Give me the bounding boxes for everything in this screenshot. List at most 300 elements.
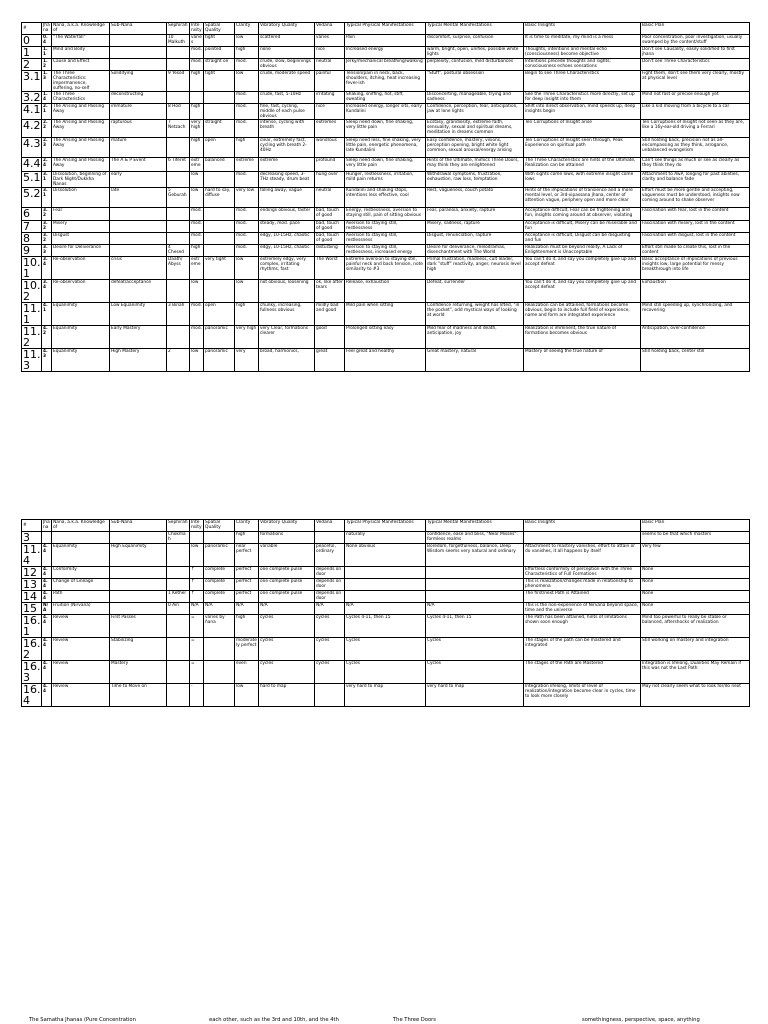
cell-intensity: mod. bbox=[190, 59, 204, 71]
table-row bbox=[22, 208, 750, 221]
cell-sephirah: 5 Geburah bbox=[167, 188, 190, 208]
cell-vedana: irritating bbox=[315, 92, 345, 104]
cell-jhana: 4.4 bbox=[42, 591, 52, 603]
cell-clarity: perfect bbox=[235, 591, 259, 603]
cell-basic-plan: None bbox=[641, 567, 750, 579]
cell-basic-plan: Don't see Three Characteristics bbox=[641, 59, 750, 71]
cell-vedana bbox=[315, 532, 345, 544]
footer-three-doors: The Three Doors bbox=[393, 1017, 436, 1023]
cell-basic-insights: You can't do it, and say you completely give up and accept defeat bbox=[524, 257, 641, 280]
table-row bbox=[22, 579, 750, 591]
cell-basic-insights: The first/next Path is Attained bbox=[524, 591, 641, 603]
cell-stage-number: 4.1 bbox=[22, 104, 42, 120]
cell-basic-insights bbox=[524, 532, 641, 544]
cell-sub-nana: Low Equanimity bbox=[110, 303, 167, 326]
cell-physical-manifestations: Extreme aversion to staying still, painful neck and back tension, note similarity to #3 bbox=[345, 257, 426, 280]
cell-intensity: very high bbox=[190, 120, 204, 138]
page-footer bbox=[0, 1016, 768, 1024]
cell-intensity: mod. bbox=[190, 233, 204, 245]
cell-clarity: extreme bbox=[235, 158, 259, 172]
cell-intensity: extreme bbox=[190, 257, 204, 280]
cell-nana: Equanimity bbox=[52, 326, 110, 349]
cell-stage-number: 2 bbox=[22, 59, 42, 71]
cell-basic-insights: You can't do it, and say you completely give up and accept defeat bbox=[524, 280, 641, 303]
cell-sub-nana: Time to Move on bbox=[110, 684, 167, 707]
cell-intensity: = bbox=[190, 638, 204, 661]
cell-sub-nana: early bbox=[110, 172, 167, 188]
header-vibratory-quality: Vibratory Quality bbox=[259, 23, 315, 35]
cell-spatial-quality bbox=[204, 245, 235, 257]
cell-spatial-quality: N/A bbox=[204, 603, 235, 615]
cell-jhana: 1.1 bbox=[42, 47, 52, 59]
cell-vibratory-quality: fine, fast, cycling, middle of each pulse obvious bbox=[259, 104, 315, 120]
cell-nana: Change of Lineage bbox=[52, 579, 110, 591]
cell-stage-number: 10.1 bbox=[23, 256, 41, 280]
table-row bbox=[22, 92, 750, 104]
cell-jhana bbox=[42, 532, 52, 544]
cell-sephirah bbox=[167, 326, 190, 349]
cell-vedana: neutral bbox=[315, 59, 345, 71]
cell-mental-manifestations: confidence, ease and bliss, "Near Misses": formless realms bbox=[426, 532, 524, 544]
cell-stage-number: 0 bbox=[22, 35, 42, 47]
cell-vedana: depends on door bbox=[315, 591, 345, 603]
cell-physical-manifestations: Feel great and healthy bbox=[345, 349, 426, 372]
header-sub-nana: Sub-Ñana bbox=[110, 520, 167, 532]
cell-sephirah: 6 Tiferet bbox=[167, 158, 190, 172]
cell-nana: The Arising and Passing Away bbox=[52, 138, 110, 158]
cell-sub-nana: Stabilizing bbox=[110, 638, 167, 661]
cell-spatial-quality: straight bbox=[204, 120, 235, 138]
cell-basic-plan: Can't see things as much or see as clearly as they think they do bbox=[641, 158, 750, 172]
cell-nana: Dissolution bbox=[52, 188, 110, 208]
cell-vibratory-quality: crude, moderate speed bbox=[259, 71, 315, 92]
cell-physical-manifestations: Mild pain when sitting bbox=[345, 303, 426, 326]
cell-clarity: mod. bbox=[235, 245, 259, 257]
cell-mental-manifestations: Boredom, forgetfulness, balance, Deep Wisdom seems very natural and ordinary bbox=[426, 544, 524, 567]
header-vibratory-quality: Vibratory Quality bbox=[259, 520, 315, 532]
cell-intensity: low bbox=[190, 188, 204, 208]
cell-mental-manifestations: Cycles bbox=[426, 661, 524, 684]
cell-vedana: painful bbox=[315, 71, 345, 92]
cell-vedana: nice bbox=[315, 47, 345, 59]
cell-jhana: 3.4 bbox=[42, 280, 52, 303]
cell-intensity: high bbox=[190, 245, 204, 257]
cell-sephirah bbox=[167, 661, 190, 684]
cell-mental-manifestations: Rest, vagueness, couch potato bbox=[426, 188, 524, 208]
cell-basic-plan: Don't see Causality, easily solidified to first jhana bbox=[641, 47, 750, 59]
cell-vedana: depends on door bbox=[315, 567, 345, 579]
cell-vibratory-quality: edgy, 10-15Hz, chaotic bbox=[259, 245, 315, 257]
table-row bbox=[22, 233, 750, 245]
cell-physical-manifestations: Tension/pain in neck, back, shoulders, itching, heat increasing fever-ish bbox=[345, 71, 426, 92]
cell-vedana: extremes bbox=[315, 120, 345, 138]
cell-spatial-quality bbox=[204, 92, 235, 104]
cell-stage-number: 4.2 bbox=[22, 120, 42, 138]
cell-sub-nana bbox=[110, 532, 167, 544]
cell-vedana: N/A bbox=[315, 603, 345, 615]
table-row bbox=[22, 120, 750, 138]
cell-mental-manifestations: N/A bbox=[426, 603, 524, 615]
cell-sephirah bbox=[167, 47, 190, 59]
cell-physical-manifestations: Cycles bbox=[345, 661, 426, 684]
cell-clarity: low bbox=[235, 35, 259, 47]
cell-nana bbox=[52, 532, 110, 544]
cell-sephirah: 4 Chesed bbox=[167, 245, 190, 257]
cell-physical-manifestations: Pain bbox=[345, 35, 426, 47]
cell-nana: Review bbox=[52, 638, 110, 661]
header-jhana: Jhana bbox=[43, 520, 50, 530]
cell-vedana: wondrous bbox=[315, 138, 345, 158]
cell-vibratory-quality: endings obvious, faster bbox=[259, 208, 315, 221]
cell-sephirah bbox=[167, 638, 190, 661]
cell-clarity: low bbox=[235, 257, 259, 280]
cell-nana: Fruition (Nirvana) bbox=[52, 603, 110, 615]
cell-basic-insights: The Three Characteristics are hints of the Ultimate, Realization can be attained bbox=[524, 158, 641, 172]
header-clarity: Clarity bbox=[235, 23, 259, 35]
cell-intensity: = bbox=[190, 615, 204, 638]
table-row bbox=[22, 71, 750, 92]
cell-spatial-quality bbox=[204, 233, 235, 245]
cell-basic-insights: Mastery of seeing the true nature of bbox=[524, 349, 641, 372]
cell-vedana: peaceful, ordinary bbox=[315, 544, 345, 567]
cell-basic-insights: Ten Corruptions of Insight seen through, Peak Experience on spiritual path bbox=[524, 138, 641, 158]
table-body-part2 bbox=[22, 520, 750, 707]
cell-vibratory-quality: crude, fast, 5-10Hz bbox=[259, 92, 315, 104]
cell-jhana: 2.3 bbox=[42, 138, 52, 158]
cell-mental-manifestations: perplexity, confusion, mild disturbances bbox=[426, 59, 524, 71]
header-jhana: Jhana bbox=[43, 23, 50, 33]
cell-basic-plan: May not clearly seem what to look for/do next bbox=[641, 684, 750, 707]
cell-basic-insights: This is the non-experience of Nirvana beyond space, time and the universe bbox=[524, 603, 641, 615]
cell-basic-plan: Exhaustion bbox=[641, 280, 750, 303]
cell-physical-manifestations: Kundalini and shaking stops, intentions less effective, cool bbox=[345, 188, 426, 208]
cell-sephirah bbox=[167, 138, 190, 158]
cell-stage-number: 11.3 bbox=[23, 348, 41, 372]
table-row bbox=[22, 280, 750, 303]
table-row bbox=[22, 603, 750, 615]
cell-vibratory-quality: not obvious, loosening bbox=[259, 280, 315, 303]
cell-mental-manifestations: Withdrawal symptoms, frustration, exhaustion, raw loss, temptation bbox=[426, 172, 524, 188]
cell-mental-manifestations: Misery, sadness, rapture bbox=[426, 221, 524, 233]
cell-vibratory-quality: clear, extremely fast, cycling with breath 2-40Hz bbox=[259, 138, 315, 158]
cell-sephirah bbox=[167, 172, 190, 188]
cell-vibratory-quality: formations bbox=[259, 532, 315, 544]
table-row bbox=[22, 35, 750, 47]
cell-vedana: mildly bad and good bbox=[315, 303, 345, 326]
progress-of-insight-table-part1 bbox=[21, 22, 750, 372]
cell-sub-nana bbox=[110, 591, 167, 603]
cell-basic-plan: Fascination with misery, lost in the content bbox=[641, 221, 750, 233]
cell-sephirah: 0 Ain bbox=[167, 603, 190, 615]
cell-basic-plan: Poor concentration, poor investigation, usually swamped by the content/stuff bbox=[641, 35, 750, 47]
cell-sephirah bbox=[167, 92, 190, 104]
cell-basic-insights: The stages of the path can be mastered and integrated bbox=[524, 638, 641, 661]
cell-clarity: low bbox=[235, 71, 259, 92]
cell-basic-plan: Basic acceptance of implications of previous insights low, large potential for messy breakthrough into life bbox=[641, 257, 750, 280]
cell-clarity: near perfect bbox=[235, 544, 259, 567]
cell-nana: Review bbox=[52, 615, 110, 638]
cell-basic-plan: Ten Corruptions of Insight not seen as they are, like a 16y-ear-old driving a Ferrari bbox=[641, 120, 750, 138]
cell-vibratory-quality: hard to map bbox=[259, 684, 315, 707]
cell-mental-manifestations: Desire for deliverance, melodramas, disenchantment with The World bbox=[426, 245, 524, 257]
cell-spatial-quality: hard to say, diffuse bbox=[204, 188, 235, 208]
header-nana: Ñana, a.k.a. Knowledge of bbox=[52, 23, 110, 35]
cell-basic-plan: Fight them, don't see them very clearly, mostly at physical level bbox=[641, 71, 750, 92]
cell-intensity bbox=[190, 92, 204, 104]
cell-sub-nana: The A & P Event bbox=[110, 158, 167, 172]
cell-jhana: 4.4 bbox=[42, 638, 52, 661]
cell-vedana: profound bbox=[315, 158, 345, 172]
cell-nana: Dissolution, beginning of Dark Night/Dukkha Ñanas bbox=[52, 172, 110, 188]
cell-physical-manifestations bbox=[345, 567, 426, 579]
cell-nana: Equanimity bbox=[52, 303, 110, 326]
cell-basic-insights: Hints of the implications of transience and a more mental level, or 3rd-vipassana jhana, center of attention vague, periphery open and more clear bbox=[524, 188, 641, 208]
cell-nana: Re-observation bbox=[52, 280, 110, 303]
cell-vedana: disturbing bbox=[315, 245, 345, 257]
progress-of-insight-table-part2 bbox=[21, 519, 750, 707]
cell-mental-manifestations: Defeat, surrender bbox=[426, 280, 524, 303]
cell-spatial-quality bbox=[204, 208, 235, 221]
cell-vibratory-quality: edgy, 10-15Hz, chaotic bbox=[259, 233, 315, 245]
footer-samatha-jhanas: The Samatha Jhanas (Pure Concentration bbox=[29, 1017, 136, 1023]
cell-vibratory-quality: one complete pulse bbox=[259, 579, 315, 591]
header-mental-manifestations: Typical Mental Manifestations bbox=[426, 23, 524, 35]
cell-nana: The Arising and Passing Away bbox=[52, 104, 110, 120]
cell-stage-number: 7 bbox=[22, 221, 42, 233]
cell-sub-nana: Mastery bbox=[110, 661, 167, 684]
cell-jhana: 4.3 bbox=[42, 349, 52, 372]
cell-sephirah bbox=[167, 579, 190, 591]
cell-basic-plan: Fascination with disgust, lost in the content bbox=[641, 233, 750, 245]
cell-sub-nana bbox=[110, 35, 167, 47]
header-intensity: Intensity bbox=[191, 23, 202, 33]
table-row bbox=[22, 172, 750, 188]
cell-intensity: high bbox=[190, 138, 204, 158]
cell-vedana: ok, like after tears bbox=[315, 280, 345, 303]
header-sub-nana: Sub-Ñana bbox=[110, 23, 167, 35]
cell-sub-nana bbox=[110, 603, 167, 615]
cell-basic-plan: None bbox=[641, 591, 750, 603]
cell-sephirah: 1 Kether bbox=[167, 591, 190, 603]
cell-intensity: - bbox=[190, 684, 204, 707]
header-sephirah: Sephirah bbox=[167, 23, 190, 35]
cell-basic-plan: Like a kid moving from a bicycle to a car bbox=[641, 104, 750, 120]
cell-basic-insights: With sights come lows, with extreme insight come lows bbox=[524, 172, 641, 188]
cell-jhana: 3.4 bbox=[42, 257, 52, 280]
cell-clarity: low bbox=[235, 280, 259, 303]
cell-stage-number: 4.3 bbox=[22, 138, 42, 158]
cell-basic-insights: Shift into direct observation, mind speeds up, deep insights begin bbox=[524, 104, 641, 120]
cell-jhana: 3.2 bbox=[42, 208, 52, 221]
cell-jhana: 1.2 bbox=[42, 59, 52, 71]
cell-sub-nana: High Equanimity bbox=[110, 544, 167, 567]
cell-nana: Review bbox=[52, 661, 110, 684]
cell-jhana: 3.2 bbox=[42, 233, 52, 245]
cell-sub-nana: Solidifying bbox=[110, 71, 167, 92]
cell-jhana: 1.4 bbox=[42, 92, 52, 104]
cell-stage-number: 9 bbox=[22, 245, 42, 257]
cell-vedana: great bbox=[315, 349, 345, 372]
cell-vedana bbox=[315, 684, 345, 707]
cell-intensity: = bbox=[190, 661, 204, 684]
cell-mental-manifestations: Easy confidence, mastery, visions, perception opening, bright white light common, sexual arousal/energy arising bbox=[426, 138, 524, 158]
cell-sephirah bbox=[167, 684, 190, 707]
cell-intensity: low bbox=[190, 544, 204, 567]
cell-sephirah bbox=[167, 567, 190, 579]
cell-basic-plan: Effort must be more gentle and accepting, vagueness must be understood, insights now coming around to shake observer bbox=[641, 188, 750, 208]
cell-vedana: bad, touch of good bbox=[315, 233, 345, 245]
header-row bbox=[22, 23, 750, 35]
cell-jhana: 2.2 bbox=[42, 120, 52, 138]
cell-nana: The Three Characteristics bbox=[52, 92, 110, 104]
cell-physical-manifestations: Prolonged sitting easy bbox=[345, 326, 426, 349]
cell-basic-plan: seems to be that which masters bbox=[641, 532, 750, 544]
cell-basic-insights: Acceptance is difficult, Misery can be miserable and fun bbox=[524, 221, 641, 233]
cell-jhana: 4.4 bbox=[42, 661, 52, 684]
cell-basic-plan: None bbox=[641, 603, 750, 615]
cell-sub-nana: late bbox=[110, 188, 167, 208]
cell-basic-plan: Still holding back, precision not as all-encompassing as they think, arrogance, unbalanced evangelism bbox=[641, 138, 750, 158]
header-clarity: Clarity bbox=[235, 520, 259, 532]
cell-sephirah: 10 Malkuth bbox=[167, 35, 190, 47]
cell-basic-insights: Ten Corruptions of Insight arise bbox=[524, 120, 641, 138]
cell-jhana: 2.4 bbox=[42, 158, 52, 172]
cell-basic-plan: Mind still speeding up, synchronizing, and recovering bbox=[641, 303, 750, 326]
cell-clarity: high bbox=[235, 532, 259, 544]
cell-jhana: 4.4 bbox=[42, 615, 52, 638]
cell-mental-manifestations: warm, bright, open, unifies, possible white lights bbox=[426, 47, 524, 59]
cell-intensity: low bbox=[190, 280, 204, 303]
cell-basic-insights: Acceptance is difficult, Disgust can be disgusting and fun bbox=[524, 233, 641, 245]
cell-vibratory-quality: one complete pulse bbox=[259, 591, 315, 603]
cell-sub-nana bbox=[110, 233, 167, 245]
cell-basic-insights: This is realization/changes made in relationship to phenomena bbox=[524, 579, 641, 591]
cell-sephirah: Daath/ Abyss bbox=[167, 257, 190, 280]
cell-intensity: mod. bbox=[190, 47, 204, 59]
cell-physical-manifestations: Cycles 4-11, then 15 bbox=[345, 615, 426, 638]
cell-stage-number: 8 bbox=[22, 233, 42, 245]
cell-jhana: 3.1 bbox=[42, 172, 52, 188]
cell-mental-manifestations: very hard to map bbox=[426, 684, 524, 707]
cell-basic-insights: Intentions precede thoughts and sights; consciousness echoes sensations bbox=[524, 59, 641, 71]
cell-basic-insights: Effortless conformity of perception with the Three Characteristics of Full Formations bbox=[524, 567, 641, 579]
cell-jhana: 4.4 bbox=[42, 544, 52, 567]
cell-vibratory-quality: steady, mod. pace bbox=[259, 221, 315, 233]
cell-stage-number: 13 bbox=[22, 579, 42, 591]
cell-spatial-quality: panoramic bbox=[204, 349, 235, 372]
table-row bbox=[22, 638, 750, 661]
cell-mental-manifestations: Cycles 4-11, then 15 bbox=[426, 615, 524, 638]
cell-intensity: mod. bbox=[190, 208, 204, 221]
cell-mental-manifestations bbox=[426, 567, 524, 579]
cell-nana: "The Waterfall" bbox=[52, 35, 110, 47]
cell-nana: Cause and Effect bbox=[52, 59, 110, 71]
cell-mental-manifestations: discomfort, surprise, confusion bbox=[426, 35, 524, 47]
cell-jhana: 3.3 bbox=[42, 245, 52, 257]
table-row bbox=[22, 104, 750, 120]
cell-clarity: high bbox=[235, 47, 259, 59]
table-row bbox=[22, 47, 750, 59]
cell-mental-manifestations: Disgust, renunciation, rapture bbox=[426, 233, 524, 245]
cell-physical-manifestations bbox=[345, 579, 426, 591]
cell-spatial-quality: complete bbox=[204, 579, 235, 591]
cell-mental-manifestations: Mild fear of madness and death, anticipation, joy bbox=[426, 326, 524, 349]
cell-intensity: mod. bbox=[190, 303, 204, 326]
cell-sephirah: 3 Binah bbox=[167, 303, 190, 326]
cell-vibratory-quality: chunky, increasing, fullness obvious bbox=[259, 303, 315, 326]
header-mental-manifestations: Typical Mental Manifestations bbox=[426, 520, 524, 532]
cell-vedana: cycles bbox=[315, 661, 345, 684]
table-row bbox=[22, 326, 750, 349]
cell-physical-manifestations: Hunger, restlessness, irritation, mild pain returns bbox=[345, 172, 426, 188]
cell-clarity: mod. bbox=[235, 120, 259, 138]
cell-jhana: 4.4 bbox=[42, 567, 52, 579]
table-row bbox=[22, 221, 750, 233]
cell-vedana: neutral bbox=[315, 188, 345, 208]
header-basic-plan: Basic Plan bbox=[641, 520, 750, 532]
cell-nana: Disgust bbox=[52, 233, 110, 245]
cell-nana: Fear bbox=[52, 208, 110, 221]
cell-mental-manifestations: "Stuff", postural obsession bbox=[426, 71, 524, 92]
cell-vibratory-quality: scattered bbox=[259, 35, 315, 47]
cell-nana: Review bbox=[52, 684, 110, 707]
header-stage-number: # bbox=[22, 23, 42, 35]
cell-jhana: 3.2 bbox=[42, 221, 52, 233]
cell-stage-number: 10.2 bbox=[23, 279, 41, 303]
cell-stage-number: 3.2 bbox=[23, 91, 41, 104]
cell-stage-number: 15 bbox=[22, 603, 42, 615]
cell-clarity: very low bbox=[235, 188, 259, 208]
cell-intensity bbox=[190, 532, 204, 544]
cell-physical-manifestations: Sleep need down, fine shaking, very little pain bbox=[345, 158, 426, 172]
cell-sub-nana: deconstructing bbox=[110, 92, 167, 104]
cell-basic-insights: Thoughts, intentions and mental echo (consciousness) become objective bbox=[524, 47, 641, 59]
cell-clarity: mod. bbox=[235, 172, 259, 188]
cell-sub-nana bbox=[110, 579, 167, 591]
cell-mental-manifestations: Fear, paranoia, anxiety, rapture bbox=[426, 208, 524, 221]
cell-vedana: bad, touch of good bbox=[315, 221, 345, 233]
cell-nana: Equanimity bbox=[52, 544, 110, 567]
cell-clarity: high bbox=[235, 303, 259, 326]
cell-vedana: cycles bbox=[315, 615, 345, 638]
cell-physical-manifestations: naturally bbox=[345, 532, 426, 544]
cell-spatial-quality: open bbox=[204, 303, 235, 326]
cell-basic-insights: Integration lifelong, limits of level of realization/integration become clear in cycles, time to look more closely bbox=[524, 684, 641, 707]
cell-vibratory-quality: extreme bbox=[259, 158, 315, 172]
cell-physical-manifestations: Increased energy bbox=[345, 47, 426, 59]
cell-physical-manifestations: Shaking, sniffing, hot, stiff, sweating bbox=[345, 92, 426, 104]
cell-basic-insights: Attachment to mastery vanishes, effort to attain or do vanishes, it all happens by itself bbox=[524, 544, 641, 567]
cell-sephirah: 7 Netzach bbox=[167, 120, 190, 138]
header-vedana: Vedana bbox=[315, 520, 345, 532]
cell-vedana: nice bbox=[315, 104, 345, 120]
cell-stage-number: 5.2 bbox=[22, 188, 42, 208]
cell-vibratory-quality: decreasing speed, 3-7Hz steady, drum beat bbox=[259, 172, 315, 188]
cell-vibratory-quality: falling away, vague bbox=[259, 188, 315, 208]
cell-stage-number: 11.1 bbox=[23, 302, 41, 326]
cell-spatial-quality: straight on bbox=[204, 59, 235, 71]
cell-basic-plan: Still working on mastery and integration bbox=[641, 638, 750, 661]
cell-spatial-quality bbox=[204, 684, 235, 707]
cell-physical-manifestations: None obvious bbox=[345, 544, 426, 567]
cell-sephirah: 2 bbox=[167, 349, 190, 372]
cell-intensity: ↑ bbox=[190, 591, 204, 603]
header-nana: Ñana, a.k.a. Knowledge of bbox=[52, 520, 110, 532]
cell-clarity: high bbox=[235, 138, 259, 158]
header-physical-manifestations: Typical Physical Manifestations bbox=[345, 23, 426, 35]
cell-sub-nana: mature bbox=[110, 138, 167, 158]
cell-mental-manifestations: Ecstasy, grandiosity, extreme faith, sensuality, sexual and spiritual dreams, meditation in dreams common bbox=[426, 120, 524, 138]
